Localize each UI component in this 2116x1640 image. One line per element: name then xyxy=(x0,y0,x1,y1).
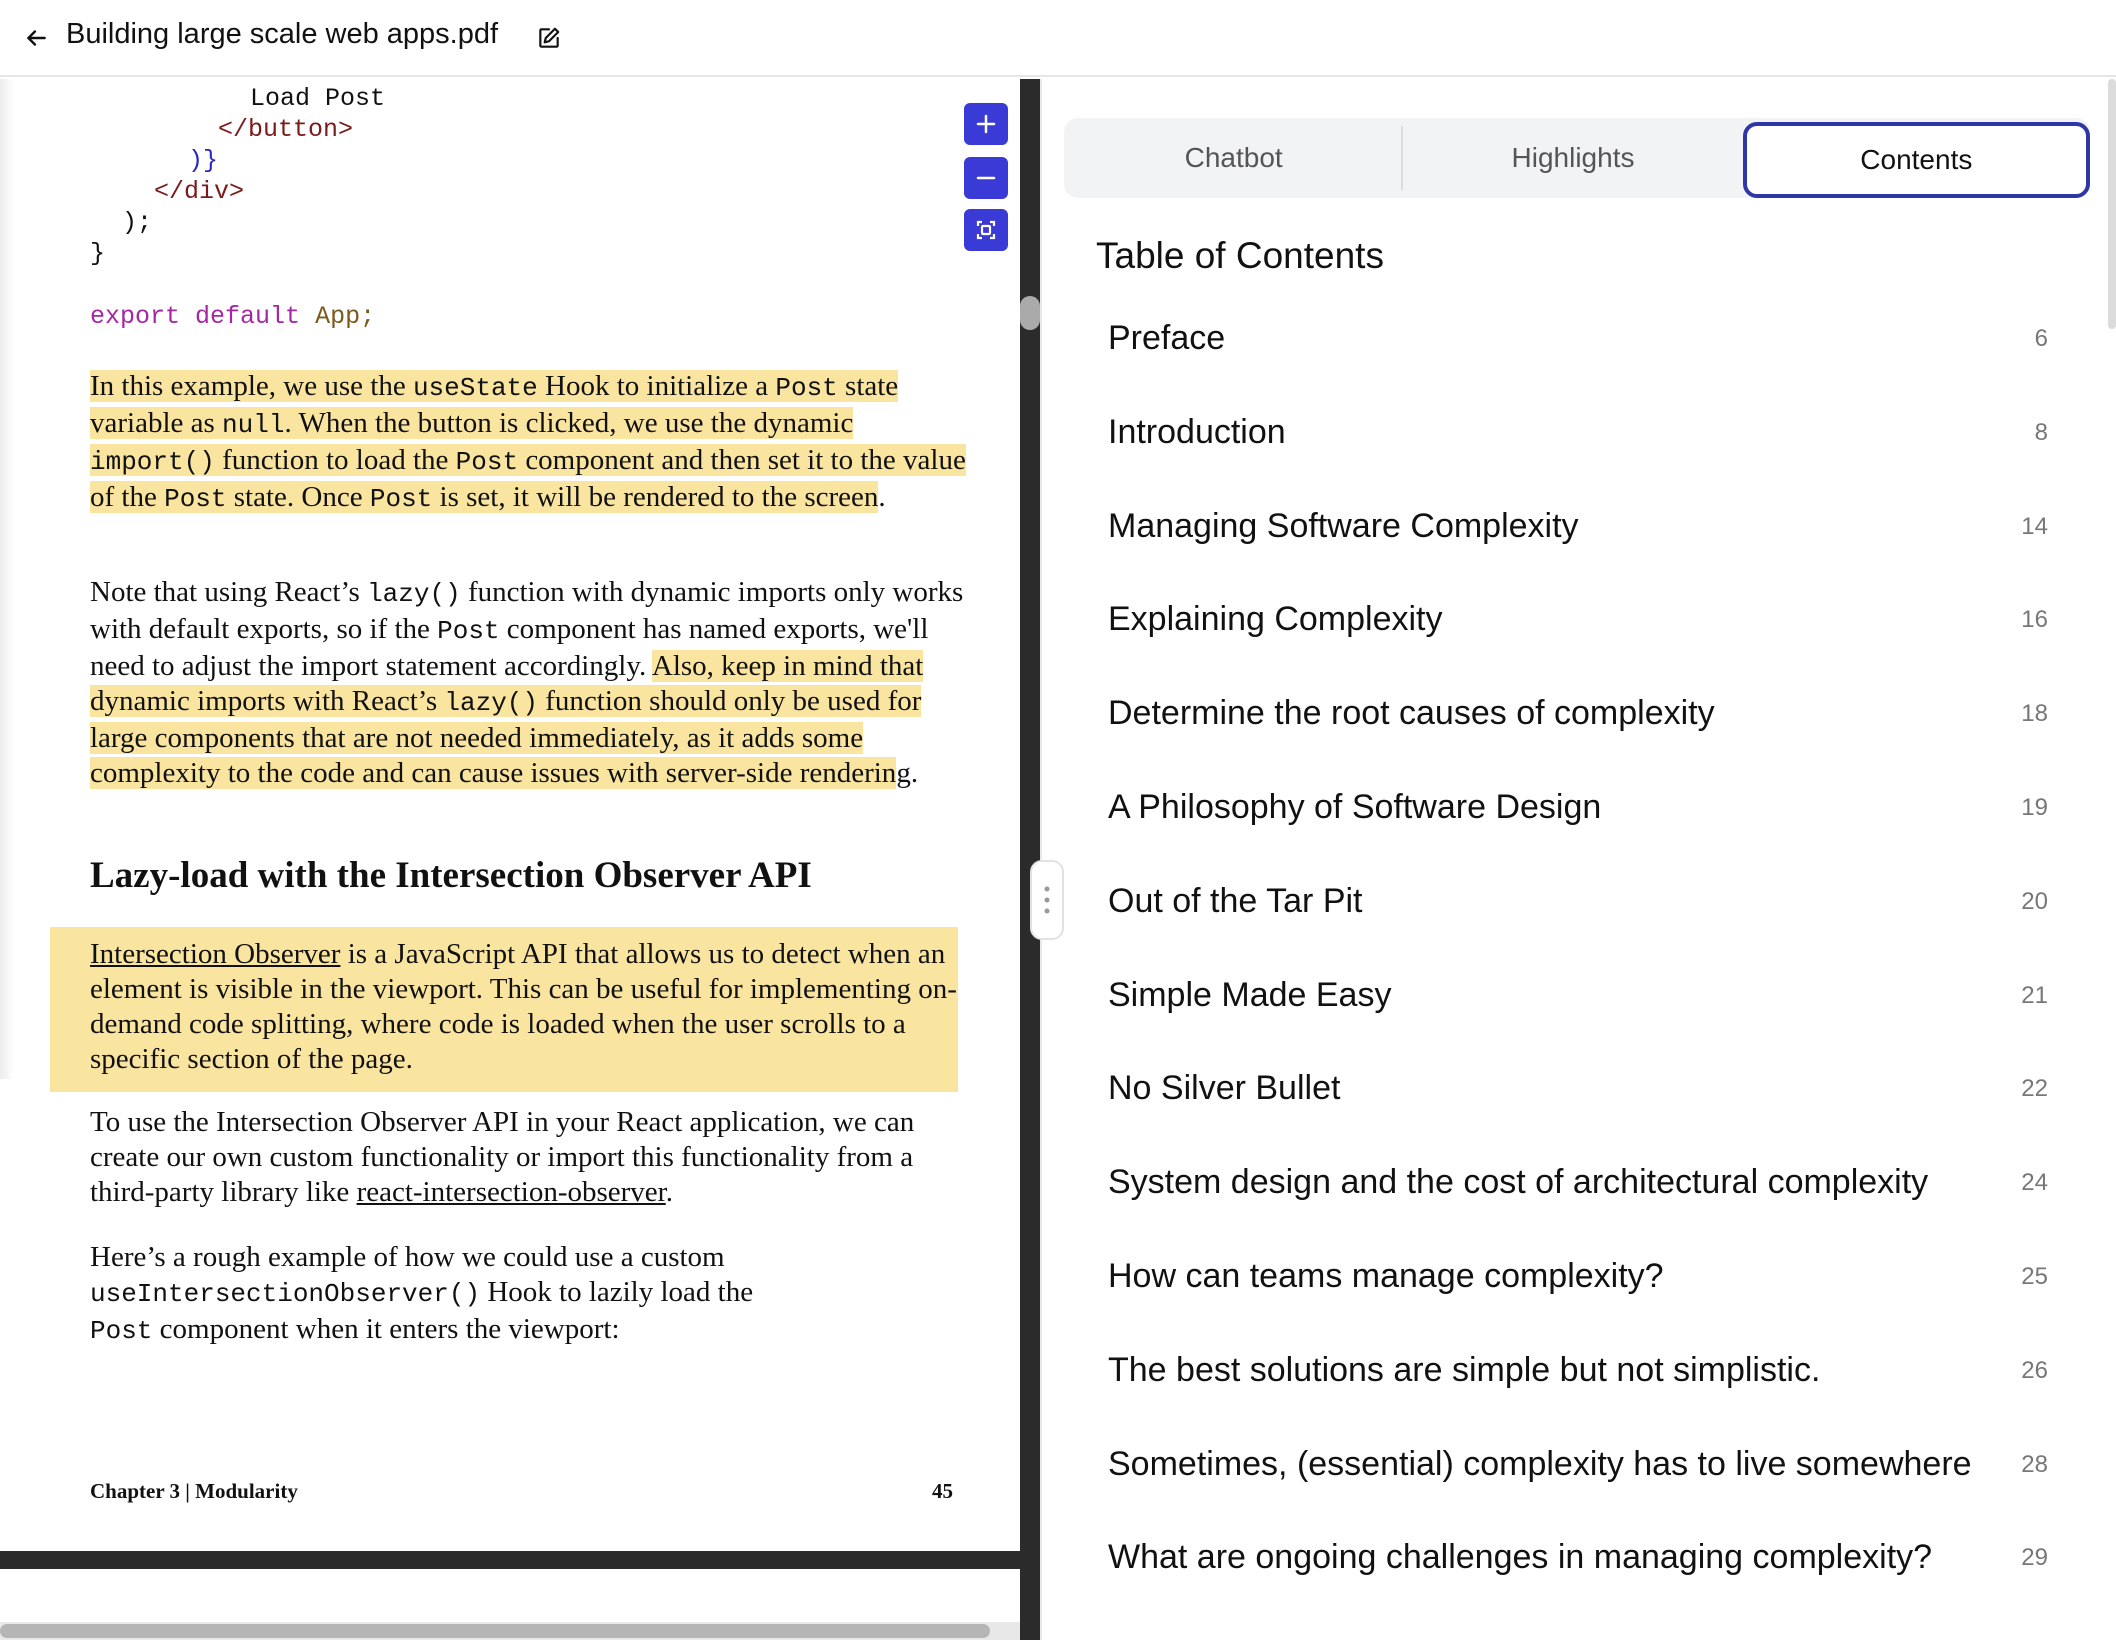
toc-item[interactable] xyxy=(1108,1149,2048,1243)
paragraph-usestate: In this example, we use the useState Hook to initialize a Post state variable as null. When the button is clicked, we use the dynamic import() function to load the Post component and then set it to the value of the Post state. Once Post is set, it will be rendered to the screen. xyxy=(90,370,966,514)
minus-icon xyxy=(975,167,997,189)
toc-item-label: A Philosophy of Software Design xyxy=(1108,787,1602,826)
pdf-viewer[interactable] xyxy=(0,79,1020,1640)
toc-item-label: Introduction xyxy=(1108,412,1286,451)
toc-item[interactable] xyxy=(1108,1524,2048,1618)
toc-item-label: Explaining Complexity xyxy=(1108,600,1443,639)
section-heading: Lazy-load with the Intersection Observer API xyxy=(90,855,812,896)
toc-item-page: 6 xyxy=(2034,325,2048,352)
toc-item-label: No Silver Bullet xyxy=(1108,1069,1341,1108)
toc-item-page: 8 xyxy=(2034,418,2048,446)
code-identifier: App; xyxy=(315,302,376,331)
toc-item-label: Simple Made Easy xyxy=(1108,975,1392,1014)
code-export-line xyxy=(90,301,375,332)
toc-item[interactable] xyxy=(1108,1055,2048,1149)
toc-item-page: 28 xyxy=(2021,1450,2048,1478)
resize-handle[interactable] xyxy=(1030,860,1064,940)
toc-item-page: 25 xyxy=(2021,1262,2048,1290)
code-line: )} xyxy=(188,146,219,175)
pdf-page xyxy=(0,79,1020,1551)
intersection-observer-link[interactable]: Intersection Observer xyxy=(90,938,341,970)
code-line: } xyxy=(90,239,106,268)
toc-list xyxy=(1108,305,2048,1618)
toc-item-page: 21 xyxy=(2021,981,2048,1009)
toc-item-page: 16 xyxy=(2021,606,2048,634)
page-number: 45 xyxy=(932,1479,953,1503)
back-arrow-icon[interactable] xyxy=(18,22,54,54)
react-intersection-observer-link[interactable]: react-intersection-observer xyxy=(356,1176,666,1208)
toc-item[interactable] xyxy=(1108,399,2048,493)
document-title: Building large scale web apps.pdf xyxy=(66,18,499,50)
code-keyword: export default xyxy=(90,302,301,331)
highlight[interactable]: In this example, we use the useState Hook to initialize a Post state variable as null. When the button is clicked, we use the dynamic import() function to load the Post component and then set it to the value of the Post state. Once Post is set, it will be rendered to the screen xyxy=(90,370,966,514)
toc-item-page: 20 xyxy=(2021,887,2048,915)
plus-icon xyxy=(975,113,997,135)
page-edge-shadow xyxy=(0,79,14,1079)
toc-item-label: Determine the root causes of complexity xyxy=(1108,694,1715,733)
paragraph-example: Here’s a rough example of how we could use a custom useIntersectionObserver() Hook to lazily load the Post component when it enters the viewport: xyxy=(90,1241,754,1346)
paragraph-intersection: Intersection Observer is a JavaScript API that allows us to detect when an element is visible in the viewport. This can be useful for implementing on-demand code splitting, where code is loaded when the user scrolls to a specific section of the page. xyxy=(90,938,957,1075)
toc-item-label: The best solutions are simple but not simplistic. xyxy=(1108,1350,1821,1389)
toc-item[interactable] xyxy=(1108,868,2048,962)
code-line: </button> xyxy=(218,115,354,144)
toc-title: Table of Contents xyxy=(1096,235,1384,276)
toc-item[interactable] xyxy=(1108,1337,2048,1431)
toc-item[interactable] xyxy=(1108,305,2048,399)
toc-item[interactable] xyxy=(1108,774,2048,868)
code-line: ); xyxy=(122,208,153,237)
toc-item-page: 19 xyxy=(2021,793,2048,821)
page-footer-chapter: Chapter 3 | Modularity xyxy=(90,1479,298,1503)
zoom-in-button[interactable] xyxy=(964,103,1008,145)
fit-page-icon xyxy=(974,218,998,242)
toc-item[interactable] xyxy=(1108,586,2048,680)
toc-item-label: Preface xyxy=(1108,319,1226,357)
toc-item-page: 29 xyxy=(2021,1544,2048,1572)
toc-item-page: 14 xyxy=(2021,512,2048,540)
zoom-out-button[interactable] xyxy=(964,157,1008,199)
toc-item[interactable] xyxy=(1108,680,2048,774)
page-gap xyxy=(0,1551,1020,1569)
tab-contents[interactable]: Contents xyxy=(1743,122,2090,198)
toc-item-label: What are ongoing challenges in managing complexity? xyxy=(1108,1538,1933,1577)
tab-chatbot[interactable]: Chatbot xyxy=(1064,118,1403,198)
toc-item-page: 24 xyxy=(2021,1169,2048,1197)
toc-item[interactable] xyxy=(1108,1431,2048,1525)
toc-item-label: System design and the cost of architectural complexity xyxy=(1108,1163,1929,1202)
code-line: </div> xyxy=(154,177,245,206)
toc-item-page: 22 xyxy=(2021,1075,2048,1103)
panel-tabs xyxy=(1064,118,2090,198)
paragraph-usage: To use the Intersection Observer API in your React application, we can create our own custom functionality or import this functionality from a third-party library like react-intersection-observer. xyxy=(90,1106,915,1208)
toc-item-label: Out of the Tar Pit xyxy=(1108,881,1363,920)
pdf-horizontal-scroll-thumb[interactable] xyxy=(0,1624,990,1638)
toc-item-label: Managing Software Complexity xyxy=(1108,506,1579,545)
toc-item[interactable] xyxy=(1108,962,2048,1056)
edit-title-icon[interactable] xyxy=(533,22,565,54)
toc-item[interactable] xyxy=(1108,1243,2048,1337)
fit-page-button[interactable] xyxy=(964,209,1008,251)
toc-item-page: 26 xyxy=(2021,1356,2048,1384)
toc-item[interactable] xyxy=(1108,493,2048,587)
toc-item-label: Sometimes, (essential) complexity has to live somewhere xyxy=(1108,1444,1972,1483)
highlight[interactable]: Also, keep in mind that dynamic imports with React’s lazy() function should only be used for large components that are not needed immediately, as it adds some complexity to the code and can cause issues with server-side renderin xyxy=(90,650,924,789)
pdf-vertical-scroll-thumb[interactable] xyxy=(1020,296,1040,330)
code-line: Load Post xyxy=(250,84,386,113)
toc-item-page: 18 xyxy=(2021,700,2048,728)
toc-item-label: How can teams manage complexity? xyxy=(1108,1256,1664,1295)
top-bar xyxy=(0,0,2116,77)
toc-scroll-thumb[interactable] xyxy=(2108,79,2116,329)
paragraph-lazy: Note that using React’s lazy() function with dynamic imports only works with default exports, so if the Post component has named exports, we'll need to adjust the import statement accordingly. Also, keep in mind that dynamic imports with React’s lazy() function should only be used for large components that are not needed immediately, as it adds some complexity to the code and can cause issues with server-side rendering. xyxy=(90,576,964,789)
drag-dots-icon xyxy=(1043,883,1051,917)
tab-highlights[interactable]: Highlights xyxy=(1511,142,1635,173)
